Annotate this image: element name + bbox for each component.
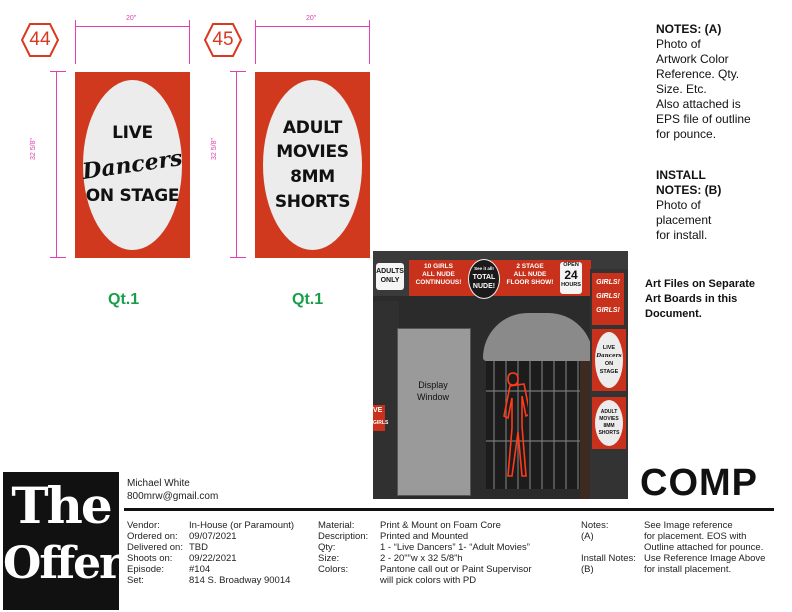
dimension-tick [189, 20, 190, 64]
contact-email[interactable]: 800mrw@gmail.com [127, 491, 219, 502]
info-label: Ordered on: [127, 531, 178, 542]
quantity-label: Qt.1 [108, 291, 140, 308]
width-dimension-label: 20" [306, 15, 317, 22]
sign-text: GIRLS! [596, 279, 620, 286]
info-row [318, 531, 532, 542]
notes-a-line: EPS file of outline [656, 112, 751, 126]
info-row [127, 542, 294, 553]
sign-text: OPEN [563, 262, 579, 268]
info-label: Set: [127, 575, 144, 586]
info-label: Vendor: [127, 520, 160, 531]
info-value: 09/07/2021 [189, 531, 237, 542]
sign-text: Dancers [596, 353, 622, 359]
adult-movies-sign [255, 72, 370, 258]
info-value: Printed and Mounted [380, 531, 469, 542]
notes-b-heading: INSTALL [656, 168, 706, 182]
info-value: #104 [189, 564, 211, 575]
sign-text: MOVIES [599, 416, 619, 422]
info-label: Notes: [581, 520, 609, 531]
sign-line: 8MM [290, 167, 335, 187]
adults-only-sign [376, 263, 404, 290]
window-label-line: Window [416, 392, 449, 402]
width-dimension-line [75, 26, 190, 27]
sign-text: ALL NUDE [422, 271, 455, 278]
sign-script-line: Dancers [80, 145, 185, 185]
sign-oval [80, 80, 185, 250]
info-value: TBD [189, 542, 208, 553]
notes-a [656, 22, 751, 142]
info-label: Colors: [318, 564, 349, 575]
girls-sign [592, 273, 624, 325]
info-table-middle [318, 520, 532, 586]
info-row [318, 575, 532, 586]
open-24-hours-sign [560, 262, 582, 294]
ten-girls-text [411, 263, 466, 287]
info-label: Delivered on: [127, 542, 183, 553]
info-label: Qty: [318, 542, 336, 553]
sign-text: HOURS [561, 282, 581, 288]
width-dimension-label: 20" [126, 15, 137, 22]
info-label: Episode: [127, 564, 164, 575]
info-label: Size: [318, 553, 340, 564]
info-row [581, 553, 765, 564]
info-row [127, 564, 294, 575]
height-dimension-label: 32 5/8" [30, 138, 37, 160]
art-files-note: Art Files on Separate Art Boards in this Document. [645, 278, 756, 320]
comp-label: COMP [640, 462, 758, 504]
sign-text: ONLY [380, 277, 400, 284]
sign-line: MOVIES [276, 142, 349, 163]
notes-a-line: for pounce. [656, 127, 717, 141]
dimension-tick [230, 71, 246, 72]
contact-name: Michael White [127, 478, 190, 489]
info-row [318, 520, 532, 531]
info-row [581, 564, 765, 575]
info-value: See Image reference [644, 520, 733, 531]
info-row [581, 542, 765, 553]
badge-number: 45 [212, 29, 234, 50]
notes-b-line: Photo of [656, 198, 701, 212]
live-dancers-placement [592, 329, 626, 391]
notes-b-line: for install. [656, 228, 708, 242]
live-dancers-sign [75, 72, 190, 258]
info-value: Pantone call out or Paint Supervisor [380, 564, 532, 575]
sign-line: LIVE [112, 123, 153, 144]
info-label: (A) [581, 531, 594, 542]
sign-line: SHORTS [274, 191, 351, 212]
notes-b-heading: NOTES: (B) [656, 183, 722, 197]
sign-line: ADULT [282, 117, 343, 138]
info-value: for install placement. [644, 564, 732, 575]
sign-number-badge-44 [20, 22, 60, 58]
dimension-tick [50, 71, 66, 72]
notes-a-line: Photo of [656, 37, 701, 51]
dimension-tick [75, 20, 76, 64]
notes-a-heading: NOTES: (A) [656, 22, 722, 36]
info-row [318, 564, 532, 575]
info-value: Print & Mount on Foam Core [380, 520, 501, 531]
sign-number-badge-45 [203, 22, 243, 58]
sign-oval [263, 80, 362, 250]
sign-text: 10 GIRLS [424, 263, 453, 270]
awning [483, 313, 593, 361]
sign-text: GIRLS [373, 420, 389, 426]
sign-text: VE [373, 407, 383, 414]
notes-a-line: Reference. Qty. [656, 67, 740, 81]
info-value: for placement. EOS with [644, 531, 747, 542]
info-value: Outline attached for pounce. [644, 542, 764, 553]
info-value: 09/22/2021 [189, 553, 237, 564]
sign-text: See it all! [474, 266, 494, 271]
info-table-left [127, 520, 294, 586]
sign-text: ALL NUDE [513, 271, 547, 278]
sign-text: 24 [564, 268, 578, 282]
info-label [581, 542, 644, 553]
info-row [127, 531, 294, 542]
sign-text: LIVE [602, 345, 616, 351]
sign-text: ADULT [600, 409, 618, 415]
width-dimension-line [255, 26, 370, 27]
logo-line: Offer [3, 538, 121, 589]
total-nude-badge [468, 259, 500, 299]
notes-b [656, 168, 721, 243]
window-label-line: Display [418, 380, 448, 390]
height-dimension-line [236, 71, 237, 258]
sign-text: SHORTS [598, 430, 620, 436]
info-label: (B) [581, 564, 594, 575]
info-value: In-House (or Paramount) [189, 520, 295, 531]
sign-text: TOTAL [472, 274, 496, 281]
left-pillar [373, 301, 399, 499]
neon-dancer-figure [498, 369, 528, 484]
dimension-tick [369, 20, 370, 64]
notes-a-line: Size. Etc. [656, 82, 707, 96]
info-label: Material: [318, 520, 355, 531]
sign-text: 8MM [603, 423, 615, 429]
display-window-label [405, 379, 461, 403]
info-label [318, 575, 380, 586]
logo-line: The [11, 476, 111, 535]
sign-text: CONTINUOUS! [415, 279, 462, 286]
height-dimension-label: 32 5/8" [211, 138, 218, 160]
info-row [127, 553, 294, 564]
sign-text: 2 STAGE [516, 263, 544, 270]
storefront-reference-photo [373, 251, 628, 499]
sign-text: ON STAGE [599, 361, 619, 375]
notes-a-line: Also attached is [656, 97, 741, 111]
info-label: Shoots on: [127, 553, 173, 564]
sign-text: FLOOR SHOW! [506, 279, 554, 286]
info-label: Description: [318, 531, 369, 542]
the-offer-logo [3, 472, 119, 610]
badge-number: 44 [29, 29, 51, 50]
sign-text: GIRLS! [596, 293, 620, 300]
notes-a-line: Artwork Color [656, 52, 729, 66]
info-row [127, 520, 294, 531]
info-value: 814 S. Broadway 90014 [189, 575, 291, 586]
info-row [581, 520, 765, 531]
dimension-tick [255, 20, 256, 64]
sign-text: ADULTS [376, 268, 404, 275]
height-dimension-line [56, 71, 57, 258]
sign-text: GIRLS! [596, 307, 620, 314]
info-value: 1 - “Live Dancers” 1- “Adult Movies” [380, 542, 530, 553]
info-value: will pick colors with PD [380, 575, 477, 586]
dimension-tick [230, 257, 246, 258]
info-row [318, 542, 532, 553]
info-value: Use Reference Image Above [644, 553, 766, 564]
notes-b-line: placement [656, 213, 712, 227]
info-value: 2 - 20"”w x 32 5/8”h [380, 553, 463, 564]
dimension-tick [50, 257, 66, 258]
adult-movies-placement [592, 397, 626, 449]
info-row [318, 553, 532, 564]
title-rule [124, 508, 774, 511]
info-row [127, 575, 294, 586]
info-table-right [581, 520, 765, 575]
quantity-label: Qt.1 [292, 291, 324, 308]
sign-text: NUDE! [472, 283, 496, 290]
display-window [397, 328, 471, 496]
left-sign-fragment [373, 405, 389, 431]
sign-line: ON STAGE [85, 186, 180, 206]
info-label: Install Notes: [581, 553, 636, 564]
two-stage-text [501, 263, 559, 287]
info-row [581, 531, 765, 542]
right-door-frame [580, 361, 590, 499]
